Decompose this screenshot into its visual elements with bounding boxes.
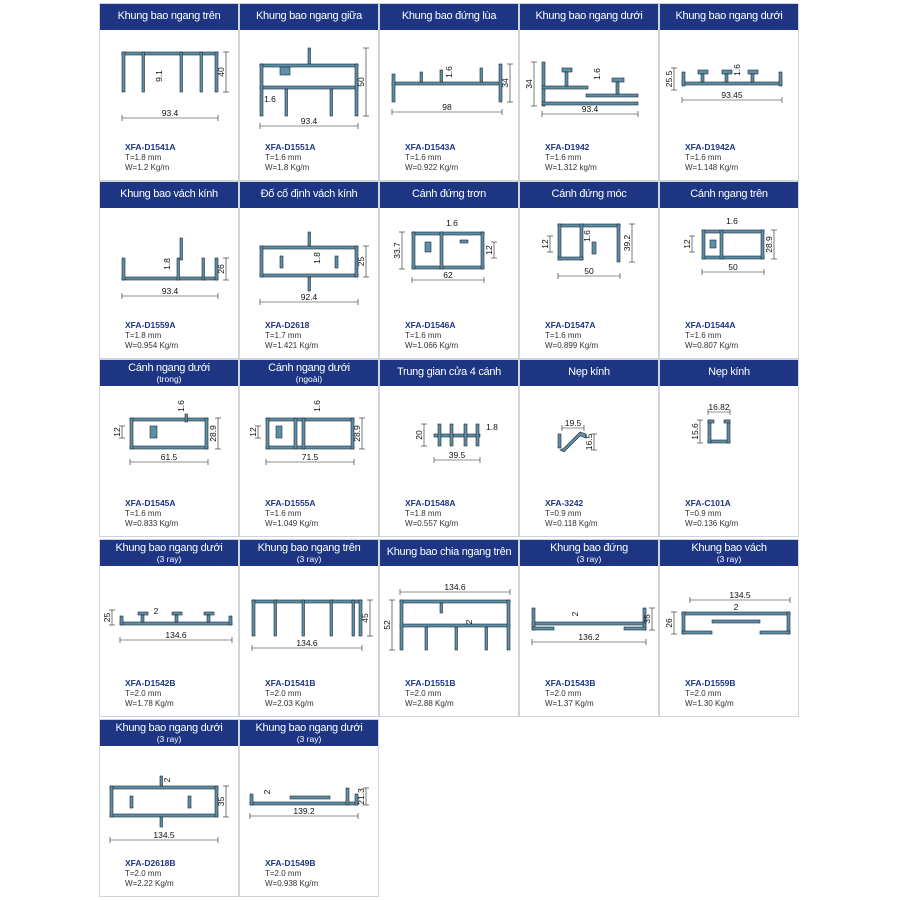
profile-drawing xyxy=(520,390,658,490)
profile-thickness: T=1.6 mm xyxy=(685,153,722,162)
profile-title: Cánh ngang dưới xyxy=(128,362,210,374)
profile-shape xyxy=(122,52,218,92)
profile-drawing xyxy=(100,34,238,134)
profile-title: Khung bao đứng lùa xyxy=(401,10,497,22)
dimension-label: 16.82 xyxy=(708,402,730,412)
profile-card xyxy=(379,359,519,537)
profile-specs xyxy=(685,498,738,528)
profile-weight: W=0.954 Kg/m xyxy=(125,340,179,350)
dimension-label: 134.6 xyxy=(296,638,318,648)
profile-weight: W=0.922 Kg/m xyxy=(405,162,459,172)
dimension-label: 45 xyxy=(360,613,370,623)
dimension-label: 134.5 xyxy=(153,830,175,840)
profile-shape xyxy=(120,612,232,625)
profile-code: XFA-D1542B xyxy=(125,678,176,688)
profile-code: XFA-D1559A xyxy=(125,320,176,330)
profile-drawing xyxy=(380,34,518,134)
profile-code: XFA-D1547A xyxy=(545,320,596,330)
profile-shape xyxy=(558,432,586,452)
profile-thickness: T=1.6 mm xyxy=(685,331,722,340)
profile-title: Khung bao ngang dưới xyxy=(675,10,783,22)
profile-title-bar xyxy=(100,4,238,30)
profile-drawing xyxy=(380,390,518,490)
profile-code: XFA-C101A xyxy=(685,498,731,508)
dimension-label: 21.3 xyxy=(356,788,366,805)
profile-title: Khung bao ngang trên xyxy=(117,10,221,22)
profile-title: Cánh đứng trơn xyxy=(412,188,486,200)
profile-title-bar xyxy=(240,360,378,386)
dimension-label: 1.6 xyxy=(732,64,742,76)
profile-specs xyxy=(685,320,738,350)
profile-code: XFA-D1543B xyxy=(545,678,596,688)
profile-thickness: T=0.9 mm xyxy=(545,509,582,518)
profile-drawing xyxy=(240,34,378,134)
dimension-label: 1.6 xyxy=(264,94,276,104)
profile-title: Khung bao đứng xyxy=(550,542,628,554)
profile-weight: W=2.03 Kg/m xyxy=(265,698,314,708)
profile-drawing xyxy=(660,390,798,490)
profile-card xyxy=(239,719,379,897)
profile-drawing xyxy=(100,570,238,670)
profile-thickness: T=0.9 mm xyxy=(685,509,722,518)
profile-drawing xyxy=(380,212,518,312)
dimension-label: 35 xyxy=(642,614,652,624)
profile-card xyxy=(99,359,239,537)
profile-code: XFA-D1942 xyxy=(545,142,590,152)
dimension-label: 39.5 xyxy=(448,450,466,460)
profile-specs xyxy=(265,498,318,528)
profile-weight: W=0.938 Kg/m xyxy=(265,878,319,888)
profile-specs xyxy=(265,320,318,350)
profile-card xyxy=(519,3,659,181)
profile-weight: W=1.312 kg/m xyxy=(545,162,597,172)
profile-thickness: T=1.6 mm xyxy=(265,509,302,518)
profile-drawing xyxy=(240,750,378,850)
profile-weight: W=1.066 Kg/m xyxy=(405,340,459,350)
profile-thickness: T=1.8 mm xyxy=(125,331,162,340)
profile-weight: W=0.557 Kg/m xyxy=(405,518,459,528)
profile-shape xyxy=(558,224,620,262)
dimension-label: 1.8 xyxy=(162,258,172,270)
profile-title: Khung bao vách xyxy=(691,542,767,554)
profile-code: XFA-D1551A xyxy=(265,142,316,152)
profile-code: XFA-D1559B xyxy=(685,678,736,688)
dimension-label: 1.6 xyxy=(176,400,186,412)
profile-weight: W=0.807 Kg/m xyxy=(685,340,739,350)
profile-specs xyxy=(545,498,598,528)
profile-specs xyxy=(545,678,596,708)
profile-card xyxy=(519,359,659,537)
profile-title: Cánh ngang dưới xyxy=(268,362,350,374)
dimension-label: 39.2 xyxy=(622,234,632,252)
profile-subtitle: (3 ray) xyxy=(576,554,602,564)
profile-code: XFA-D1555A xyxy=(265,498,316,508)
profile-subtitle: (3 ray) xyxy=(156,734,182,744)
profile-code: XFA-D1545A xyxy=(125,498,176,508)
dimension-label: 34 xyxy=(500,78,510,88)
profile-title: Nẹp kính xyxy=(568,366,610,378)
profile-title-bar xyxy=(100,360,238,386)
profile-thickness: T=1.6 mm xyxy=(405,331,442,340)
profile-title-bar xyxy=(100,182,238,208)
dimension-label: 28.9 xyxy=(764,236,774,253)
profile-card xyxy=(239,359,379,537)
profile-code: XFA-D1541A xyxy=(125,142,176,152)
dimension-label: 40 xyxy=(216,67,226,77)
profile-shape xyxy=(682,612,790,634)
profile-thickness: T=2.0 mm xyxy=(545,689,582,698)
dimension-label: 19.5 xyxy=(564,418,582,428)
profile-title-bar xyxy=(660,182,798,208)
profile-thickness: T=1.6 mm xyxy=(125,509,162,518)
profile-specs xyxy=(125,142,176,172)
profile-weight: W=1.30 Kg/m xyxy=(685,698,734,708)
profile-title: Khung bao ngang dưới xyxy=(115,722,223,734)
dimension-label: 61.5 xyxy=(160,452,178,462)
dimension-label: 136.2 xyxy=(578,632,600,642)
dimension-label: 2 xyxy=(733,602,739,612)
dimension-label: 25 xyxy=(102,612,112,623)
profile-title-bar xyxy=(520,182,658,208)
profile-drawing xyxy=(520,570,658,670)
dimension-label: 93.4 xyxy=(300,116,318,126)
profile-drawing xyxy=(660,212,798,312)
profile-subtitle: (3 ray) xyxy=(716,554,742,564)
profile-weight: W=1.421 Kg/m xyxy=(265,340,319,350)
profile-card xyxy=(659,181,799,359)
profile-shape xyxy=(180,238,183,260)
profile-title-bar xyxy=(380,540,518,566)
dimension-label: 9.1 xyxy=(154,70,164,82)
profile-title-bar xyxy=(520,540,658,566)
profile-thickness: T=1.7 mm xyxy=(265,331,302,340)
dimension-label: 139.2 xyxy=(293,806,315,816)
dimension-label: 1.8 xyxy=(312,252,322,264)
profile-code: XFA-D1549B xyxy=(265,858,316,868)
profile-title-bar xyxy=(520,360,658,386)
profile-drawing xyxy=(520,34,658,134)
profile-code: XFA-D1942A xyxy=(685,142,736,152)
profile-drawing xyxy=(100,390,238,490)
profile-code: XFA-D1551B xyxy=(405,678,456,688)
profile-title: Cánh ngang trên xyxy=(690,188,768,200)
profile-shape xyxy=(260,48,358,116)
profile-code: XFA-D1541B xyxy=(265,678,316,688)
profile-shape xyxy=(434,424,480,446)
profile-weight: W=1.37 Kg/m xyxy=(545,698,594,708)
profile-shape xyxy=(702,230,764,259)
profile-thickness: T=2.0 mm xyxy=(125,869,162,878)
profile-drawing xyxy=(660,34,798,134)
dimension-label: 98 xyxy=(442,102,452,112)
profile-code: XFA-D1544A xyxy=(685,320,736,330)
profile-shape xyxy=(110,776,218,827)
profile-shape xyxy=(708,420,730,443)
profile-code: XFA-D1548A xyxy=(405,498,456,508)
profile-drawing xyxy=(100,750,238,850)
dimension-label: 1.8 xyxy=(486,422,498,432)
dimension-label: 28.9 xyxy=(352,425,362,442)
profile-card xyxy=(239,181,379,359)
profile-title: Nẹp kính xyxy=(708,366,750,378)
dimension-label: 71.5 xyxy=(301,452,319,462)
profile-specs xyxy=(405,142,458,172)
profile-card xyxy=(99,719,239,897)
dimension-label: 1.6 xyxy=(444,66,454,78)
profile-card xyxy=(659,539,799,717)
profile-subtitle: (ngoài) xyxy=(295,374,323,384)
profile-thickness: T=1.6 mm xyxy=(545,331,582,340)
profile-title-bar xyxy=(520,4,658,30)
dimension-label: 1.6 xyxy=(582,230,592,242)
profile-shape xyxy=(266,418,354,449)
profile-specs xyxy=(405,678,456,708)
profile-thickness: T=2.0 mm xyxy=(265,689,302,698)
profile-card xyxy=(659,359,799,537)
profile-thickness: T=1.6 mm xyxy=(405,153,442,162)
profile-title: Trung gian cửa 4 cánh xyxy=(396,366,501,378)
profile-drawing xyxy=(240,212,378,312)
dimension-label: 26 xyxy=(664,618,674,628)
profile-specs xyxy=(265,858,318,888)
dimension-label: 62 xyxy=(443,270,453,280)
profile-shape xyxy=(412,232,484,269)
dimension-label: 1.6 xyxy=(592,68,602,80)
dimension-label: 16.5 xyxy=(584,433,594,451)
profile-specs xyxy=(125,858,176,888)
profile-code: XFA-D1543A xyxy=(405,142,456,152)
dimension-label: 12 xyxy=(248,427,258,437)
profile-thickness: T=2.0 mm xyxy=(265,869,302,878)
dimension-label: 15.6 xyxy=(690,423,700,440)
profile-code: XFA-D1546A xyxy=(405,320,456,330)
profile-specs xyxy=(125,678,176,708)
dimension-label: 25.5 xyxy=(664,70,674,88)
profile-drawing xyxy=(380,570,518,670)
profile-specs xyxy=(125,498,178,528)
profile-subtitle: (3 ray) xyxy=(296,554,322,564)
profile-title: Khung bao ngang dưới xyxy=(255,722,363,734)
profile-weight: W=0.833 Kg/m xyxy=(125,518,179,528)
profile-card xyxy=(659,3,799,181)
profile-title-bar xyxy=(660,360,798,386)
profile-title-bar xyxy=(100,540,238,566)
profile-thickness: T=2.0 mm xyxy=(125,689,162,698)
dimension-label: 93.4 xyxy=(581,104,599,114)
dimension-label: 2 xyxy=(570,611,580,617)
dimension-label: 93.45 xyxy=(721,90,743,100)
profile-card xyxy=(99,539,239,717)
profile-drawing xyxy=(520,212,658,312)
profile-subtitle: (3 ray) xyxy=(296,734,322,744)
dimension-label: 26 xyxy=(216,264,226,274)
profile-thickness: T=1.8 mm xyxy=(405,509,442,518)
dimension-label: 28.9 xyxy=(208,425,218,442)
profile-code: XFA-3242 xyxy=(545,498,584,508)
dimension-label: 50 xyxy=(356,77,366,87)
profile-weight: W=1.148 Kg/m xyxy=(685,162,739,172)
profile-title: Khung bao vách kính xyxy=(120,188,218,200)
profile-weight: W=0.136 Kg/m xyxy=(685,518,739,528)
profile-card xyxy=(99,3,239,181)
profile-specs xyxy=(125,320,178,350)
profile-drawing xyxy=(660,570,798,670)
profile-weight: W=1.2 Kg/m xyxy=(125,162,170,172)
dimension-label: 1.6 xyxy=(312,400,322,412)
profile-title-bar xyxy=(240,182,378,208)
profile-card xyxy=(379,181,519,359)
profile-title-bar xyxy=(380,4,518,30)
dimension-label: 2 xyxy=(262,789,272,795)
profile-title-bar xyxy=(240,540,378,566)
profile-drawing xyxy=(240,390,378,490)
profile-specs xyxy=(405,498,458,528)
profile-title-bar xyxy=(660,540,798,566)
profile-card xyxy=(239,539,379,717)
profile-specs xyxy=(265,142,316,172)
profile-specs xyxy=(405,320,458,350)
dimension-label: 50 xyxy=(584,266,594,276)
dimension-label: 1.6 xyxy=(726,216,738,226)
profile-code: XFA-D2618B xyxy=(125,858,176,868)
profile-title: Đố cố định vách kính xyxy=(260,188,358,200)
dimension-label: 92.4 xyxy=(300,292,318,302)
dimension-label: 50 xyxy=(728,262,738,272)
profile-shape xyxy=(532,608,646,630)
profile-card xyxy=(519,539,659,717)
profile-thickness: T=1.8 mm xyxy=(125,153,162,162)
dimension-label: 12 xyxy=(540,239,550,249)
profile-drawing xyxy=(240,570,378,670)
profile-shape xyxy=(130,414,208,449)
profile-card xyxy=(379,539,519,717)
profile-title-bar xyxy=(240,720,378,746)
profile-specs xyxy=(685,142,738,172)
profile-title-bar xyxy=(380,182,518,208)
profile-thickness: T=1.6 mm xyxy=(265,153,302,162)
profile-card xyxy=(519,181,659,359)
profile-title-bar xyxy=(380,360,518,386)
profile-weight: W=1.78 Kg/m xyxy=(125,698,174,708)
dimension-label: 2 xyxy=(162,777,172,783)
profile-weight: W=1.049 Kg/m xyxy=(265,518,319,528)
dimension-label: 52 xyxy=(382,620,392,630)
profile-weight: W=2.22 Kg/m xyxy=(125,878,174,888)
profile-thickness: T=2.0 mm xyxy=(405,689,442,698)
dimension-label: 93.4 xyxy=(161,108,179,118)
dimension-label: 33.7 xyxy=(392,242,402,259)
dimension-label: 2 xyxy=(464,619,474,625)
dimension-label: 134.5 xyxy=(729,590,751,600)
dimension-label: 25 xyxy=(356,256,366,267)
dimension-label: 1.6 xyxy=(446,218,458,228)
profile-subtitle: (trong) xyxy=(156,374,182,384)
profile-title-bar xyxy=(100,720,238,746)
profile-weight: W=0.899 Kg/m xyxy=(545,340,599,350)
profile-code: XFA-D2618 xyxy=(265,320,310,330)
profile-subtitle: (3 ray) xyxy=(156,554,182,564)
profile-shape xyxy=(400,600,510,650)
profile-shape xyxy=(542,62,638,106)
profile-title: Khung bao ngang trên xyxy=(257,542,361,554)
dimension-label: 12 xyxy=(682,239,692,249)
dimension-label: 134.6 xyxy=(165,630,187,640)
profile-thickness: T=1.6 mm xyxy=(545,153,582,162)
profile-drawing xyxy=(100,212,238,312)
dimension-label: 2 xyxy=(153,606,159,616)
profile-title: Khung bao ngang dưới xyxy=(535,10,643,22)
profile-thickness: T=2.0 mm xyxy=(685,689,722,698)
profile-title-bar xyxy=(660,4,798,30)
profile-weight: W=2.88 Kg/m xyxy=(405,698,454,708)
profile-title-bar xyxy=(240,4,378,30)
profile-weight: W=0.118 Kg/m xyxy=(545,518,598,528)
profile-shape xyxy=(252,600,362,636)
profile-title: Khung bao ngang giữa xyxy=(256,10,362,22)
profile-weight: W=1.8 Kg/m xyxy=(265,162,310,172)
profile-specs xyxy=(685,678,736,708)
profile-specs xyxy=(545,320,598,350)
dimension-label: 93.4 xyxy=(161,286,179,296)
profile-card xyxy=(239,3,379,181)
profile-card xyxy=(379,3,519,181)
profile-specs xyxy=(545,142,597,172)
profile-card xyxy=(99,181,239,359)
dimension-label: 134.6 xyxy=(444,582,466,592)
profile-specs xyxy=(265,678,316,708)
dimension-label: 20 xyxy=(414,430,424,440)
dimension-label: 12 xyxy=(112,427,122,437)
profile-title: Khung bao ngang dưới xyxy=(115,542,223,554)
profile-shape xyxy=(260,232,358,291)
profile-title: Cánh đứng móc xyxy=(551,188,627,200)
dimension-label: 34 xyxy=(524,79,534,89)
dimension-label: 12 xyxy=(484,245,494,255)
dimension-label: 35 xyxy=(216,796,226,807)
profile-title: Khung bao chia ngang trên xyxy=(386,546,512,558)
